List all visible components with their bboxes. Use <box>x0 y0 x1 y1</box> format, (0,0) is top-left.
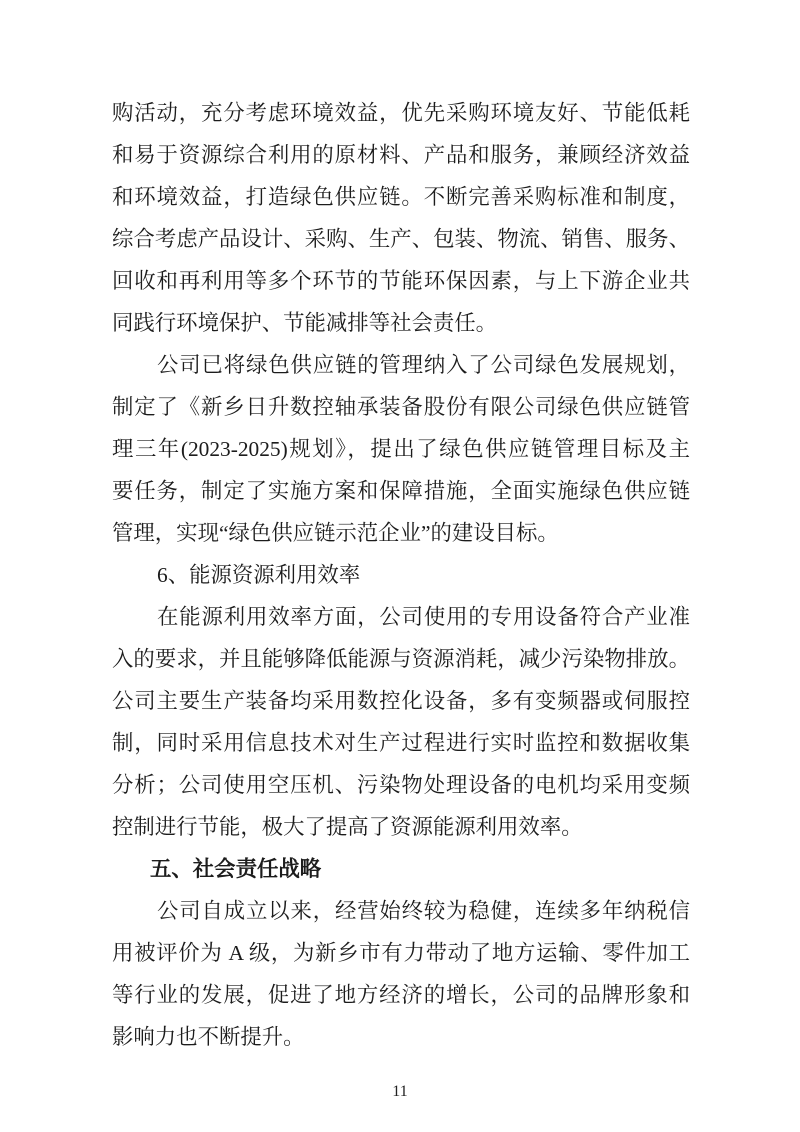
text-line: 同践行环境保护、节能减排等社会责任。 <box>112 311 498 335</box>
text-line: 和环境效益，打造绿色供应链。不断完善采购标准和制度， <box>112 185 690 209</box>
text-line: 制定了《新乡日升数控轴承装备股份有限公司绿色供应链管 <box>112 395 690 419</box>
text-line: 综合考虑产品设计、采购、生产、包装、物流、销售、服务、 <box>112 227 690 251</box>
text-line: 入的要求，并且能够降低能源与资源消耗，减少污染物排放。 <box>112 647 690 671</box>
text-line: 用被评价为 A 级，为新乡市有力带动了地方运输、零件加工 <box>112 941 690 965</box>
text-line: 控制进行节能，极大了提高了资源能源利用效率。 <box>112 815 583 839</box>
text-line: 公司主要生产装备均采用数控化设备，多有变频器或伺服控 <box>112 689 690 713</box>
text-line: 购活动，充分考虑环境效益，优先采购环境友好、节能低耗 <box>112 101 690 125</box>
text-line: 制，同时采用信息技术对生产过程进行实时监控和数据收集 <box>112 731 690 755</box>
text-line: 影响力也不断提升。 <box>112 1025 305 1049</box>
text-line: 公司自成立以来，经营始终较为稳健，连续多年纳税信 <box>157 899 690 923</box>
text-line: 和易于资源综合利用的原材料、产品和服务，兼顾经济效益 <box>112 143 690 167</box>
section-heading: 五、社会责任战略 <box>150 857 322 881</box>
page-number: 11 <box>392 1083 408 1100</box>
subsection-heading: 6、能源资源利用效率 <box>157 563 361 587</box>
text-line: 回收和再利用等多个环节的节能环保因素，与上下游企业共 <box>112 269 690 293</box>
document-body <box>112 92 690 1058</box>
text-line: 公司已将绿色供应链的管理纳入了公司绿色发展规划， <box>157 353 690 377</box>
text-line: 等行业的发展，促进了地方经济的增长，公司的品牌形象和 <box>112 983 690 1007</box>
text-line: 在能源利用效率方面，公司使用的专用设备符合产业准 <box>157 605 690 629</box>
text-line: 理三年(2023-2025)规划》，提出了绿色供应链管理目标及主 <box>112 437 690 461</box>
text-line: 分析；公司使用空压机、污染物处理设备的电机均采用变频 <box>112 773 690 797</box>
text-line: 管理，实现“绿色供应链示范企业”的建设目标。 <box>112 521 559 545</box>
text-line: 要任务，制定了实施方案和保障措施，全面实施绿色供应链 <box>112 479 690 503</box>
